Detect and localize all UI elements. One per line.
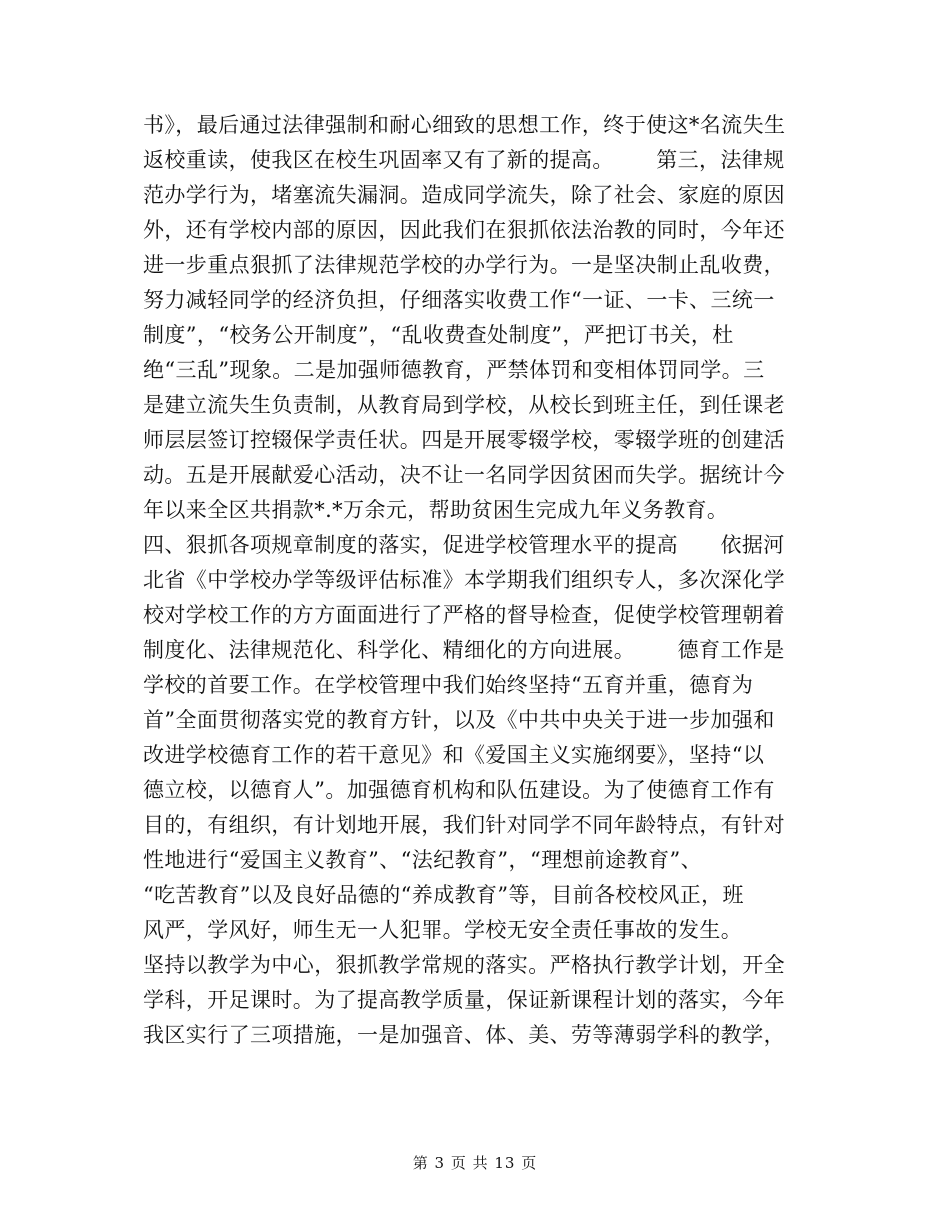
page-number: 第 3 页 共 13 页 xyxy=(412,1154,538,1172)
text-line: 制度化、法律规范化、科学化、精细化的方向进展。 德育工作是 xyxy=(143,638,785,662)
text-line: 我区实行了三项措施，一是加强音、体、美、劳等薄弱学科的教学， xyxy=(143,1023,785,1047)
text-line: “吃苦教育”以及良好品德的“养成教育”等，目前各校校风正，班 xyxy=(143,883,744,907)
text-line: 范办学行为，堵塞流失漏洞。造成同学流失，除了社会、家庭的原因 xyxy=(143,183,785,207)
text-line: 是建立流失生负责制，从教育局到学校，从校长到班主任，到任课老 xyxy=(143,393,785,417)
body-text xyxy=(143,108,808,1053)
text-line: 师层层签订控辍保学责任状。四是开展零辍学校，零辍学班的创建活 xyxy=(143,428,785,452)
text-line: 绝“三乱”现象。二是加强师德教育，严禁体罚和变相体罚同学。三 xyxy=(143,358,765,382)
text-line: 校对学校工作的方方面面进行了严格的督导检查，促使学校管理朝着 xyxy=(143,603,785,627)
text-line: 目的，有组织，有计划地开展，我们针对同学不同年龄特点，有针对 xyxy=(143,813,785,837)
text-line: 学校的首要工作。在学校管理中我们始终坚持“五育并重，德育为 xyxy=(143,673,754,697)
text-line: 坚持以教学为中心，狠抓教学常规的落实。严格执行教学计划，开全 xyxy=(143,953,785,977)
text-line: 年以来全区共捐款*.*万余元，帮助贫困生完成九年义务教育。 xyxy=(143,498,729,522)
text-line: 学科，开足课时。为了提高教学质量，保证新课程计划的落实，今年 xyxy=(143,988,785,1012)
text-line: 制度”，“校务公开制度”，“乱收费查处制度”，严把订书关，杜 xyxy=(143,323,734,347)
text-line: 四、狠抓各项规章制度的落实，促进学校管理水平的提高 依据河 xyxy=(143,533,785,557)
text-line: 进一步重点狠抓了法律规范学校的办学行为。一是坚决制止乱收费， xyxy=(143,253,785,277)
text-line: 动。五是开展献爱心活动，决不让一名同学因贫困而失学。据统计今 xyxy=(143,463,785,487)
text-line: 德立校，以德育人”。加强德育机构和队伍建设。为了使德育工作有 xyxy=(143,778,775,802)
text-line: 风严，学风好，师生无一人犯罪。学校无安全责任事故的发生。 xyxy=(143,918,743,942)
text-line: 首”全面贯彻落实党的教育方针，以及《中共中央关于进一步加强和 xyxy=(143,708,775,732)
text-line: 改进学校德育工作的若干意见》和《爱国主义实施纲要》，坚持“以 xyxy=(143,743,765,767)
page-footer xyxy=(0,1152,950,1173)
text-line: 努力减轻同学的经济负担，仔细落实收费工作“一证、一卡、三统一 xyxy=(143,288,775,312)
text-line: 书》，最后通过法律强制和耐心细致的思想工作，终于使这*名流失生 xyxy=(143,113,786,137)
text-line: 外，还有学校内部的原因，因此我们在狠抓依法治教的同时，今年还 xyxy=(143,218,785,242)
text-line: 北省《中学校办学等级评估标准》本学期我们组织专人，多次深化学 xyxy=(143,568,785,592)
text-line: 性地进行“爱国主义教育”、“法纪教育”，“理想前途教育”、 xyxy=(143,848,703,872)
text-line: 返校重读，使我区在校生巩固率又有了新的提高。 第三，法律规 xyxy=(143,148,785,172)
